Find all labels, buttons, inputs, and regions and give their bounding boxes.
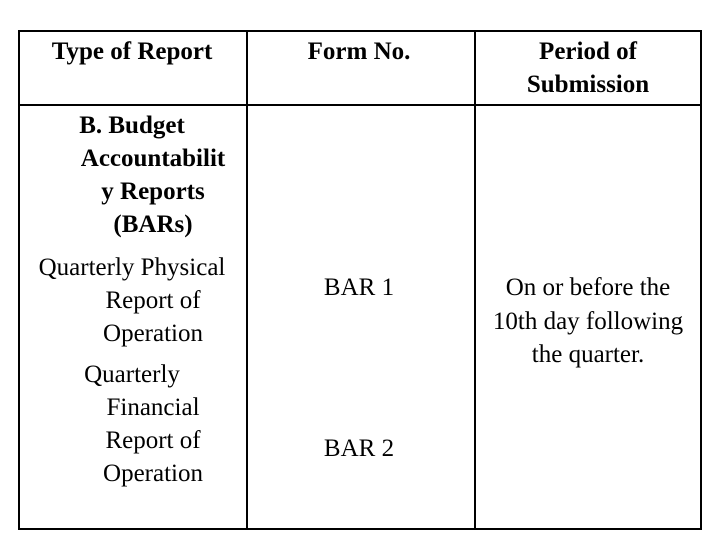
- row-2-report-line-3: Report of: [105, 427, 201, 454]
- row-1-report-line-3: Operation: [103, 320, 203, 347]
- period-line-3: the quarter.: [531, 341, 645, 368]
- column-divider-1: [246, 32, 248, 528]
- header-period-line-2: Submission: [526, 71, 650, 98]
- section-heading-line-4: (BARs): [113, 211, 193, 238]
- column-divider-2: [474, 32, 476, 528]
- row-2-form-no: BAR 2: [323, 435, 395, 462]
- header-divider: [20, 104, 700, 106]
- section-heading-line-2: Accountabilit: [80, 145, 226, 172]
- period-line-1: On or before the: [505, 274, 671, 301]
- header-form-no: Form No.: [307, 38, 411, 65]
- header-period-line-1: Period of: [539, 38, 637, 65]
- section-heading-line-3: y Reports: [101, 178, 205, 205]
- row-2-report-line-2: Financial: [106, 394, 200, 421]
- row-1-report-line-1: Quarterly Physical: [38, 254, 226, 281]
- row-1-form-no: BAR 1: [323, 274, 395, 301]
- row-1-report-line-2: Report of: [105, 287, 201, 314]
- header-type-of-report: Type of Report: [51, 38, 213, 65]
- row-2-report-line-1: Quarterly: [84, 361, 180, 388]
- row-2-report-line-4: Operation: [103, 460, 203, 487]
- section-heading-line-1: B. Budget: [79, 112, 185, 139]
- period-line-2: 10th day following: [492, 308, 684, 335]
